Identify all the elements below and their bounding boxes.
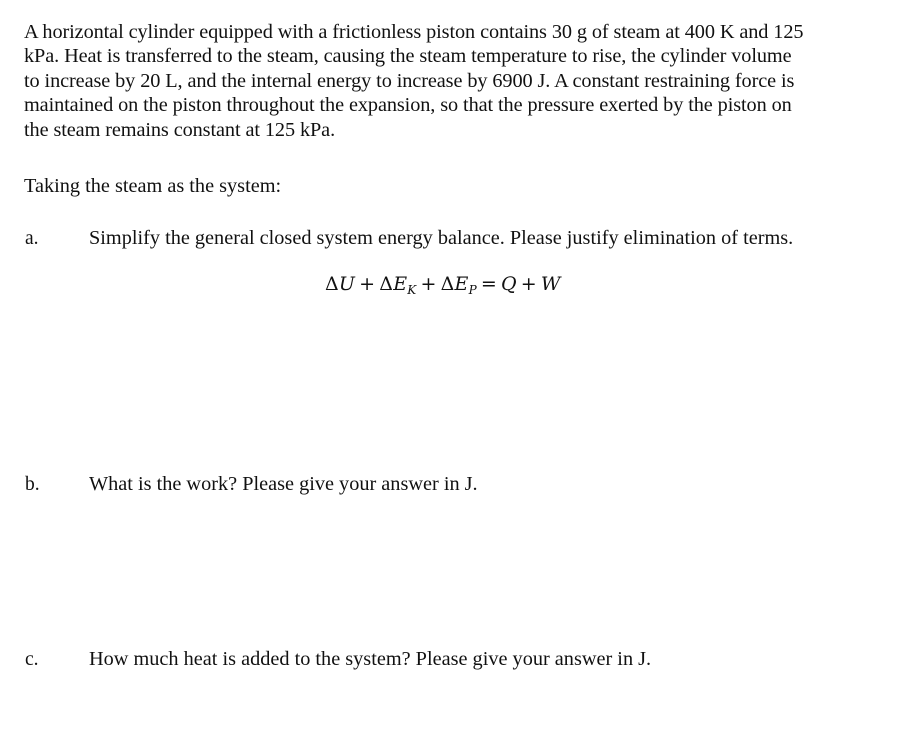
- system-label: Taking the steam as the system:: [24, 175, 282, 197]
- problem-statement: [24, 20, 874, 142]
- problem-line: the steam remains constant at 125 kPa.: [24, 118, 336, 141]
- question-b-text: What is the work? Please give your answer in J.: [89, 473, 478, 495]
- equals-sign: =: [480, 273, 497, 295]
- question-c-letter: c.: [25, 649, 39, 670]
- equation-term-u: U: [338, 273, 356, 295]
- delta-symbol: Δ: [379, 273, 394, 295]
- equation-term-e: E: [393, 273, 408, 295]
- question-a-letter: a.: [25, 228, 39, 249]
- equation-term-e: E: [454, 273, 469, 295]
- problem-line: maintained on the piston throughout the expansion, so that the pressure exerted by the piston on: [24, 94, 792, 117]
- delta-symbol: Δ: [325, 273, 339, 295]
- energy-balance-equation: [325, 269, 561, 305]
- plus-sign: +: [520, 273, 537, 295]
- equation-term-w: W: [540, 273, 561, 295]
- delta-symbol: Δ: [440, 273, 455, 295]
- problem-line: A horizontal cylinder equipped with a frictionless piston contains 30 g of steam at 400 K and 125: [24, 21, 804, 43]
- problem-line: kPa. Heat is transferred to the steam, causing the steam temperature to rise, the cylinder volume: [24, 45, 792, 68]
- plus-sign: +: [359, 273, 376, 295]
- question-c-text: How much heat is added to the system? Please give your answer in J.: [89, 648, 652, 670]
- question-a-text: Simplify the general closed system energy balance. Please justify elimination of terms.: [89, 227, 794, 249]
- subscript-k: K: [407, 283, 417, 297]
- question-b-letter: b.: [25, 474, 40, 495]
- plus-sign: +: [420, 273, 437, 295]
- problem-line: to increase by 20 L, and the internal energy to increase by 6900 J. A constant restraining force is: [24, 69, 795, 92]
- equation-term-q: Q: [500, 273, 517, 295]
- subscript-p: P: [468, 283, 477, 297]
